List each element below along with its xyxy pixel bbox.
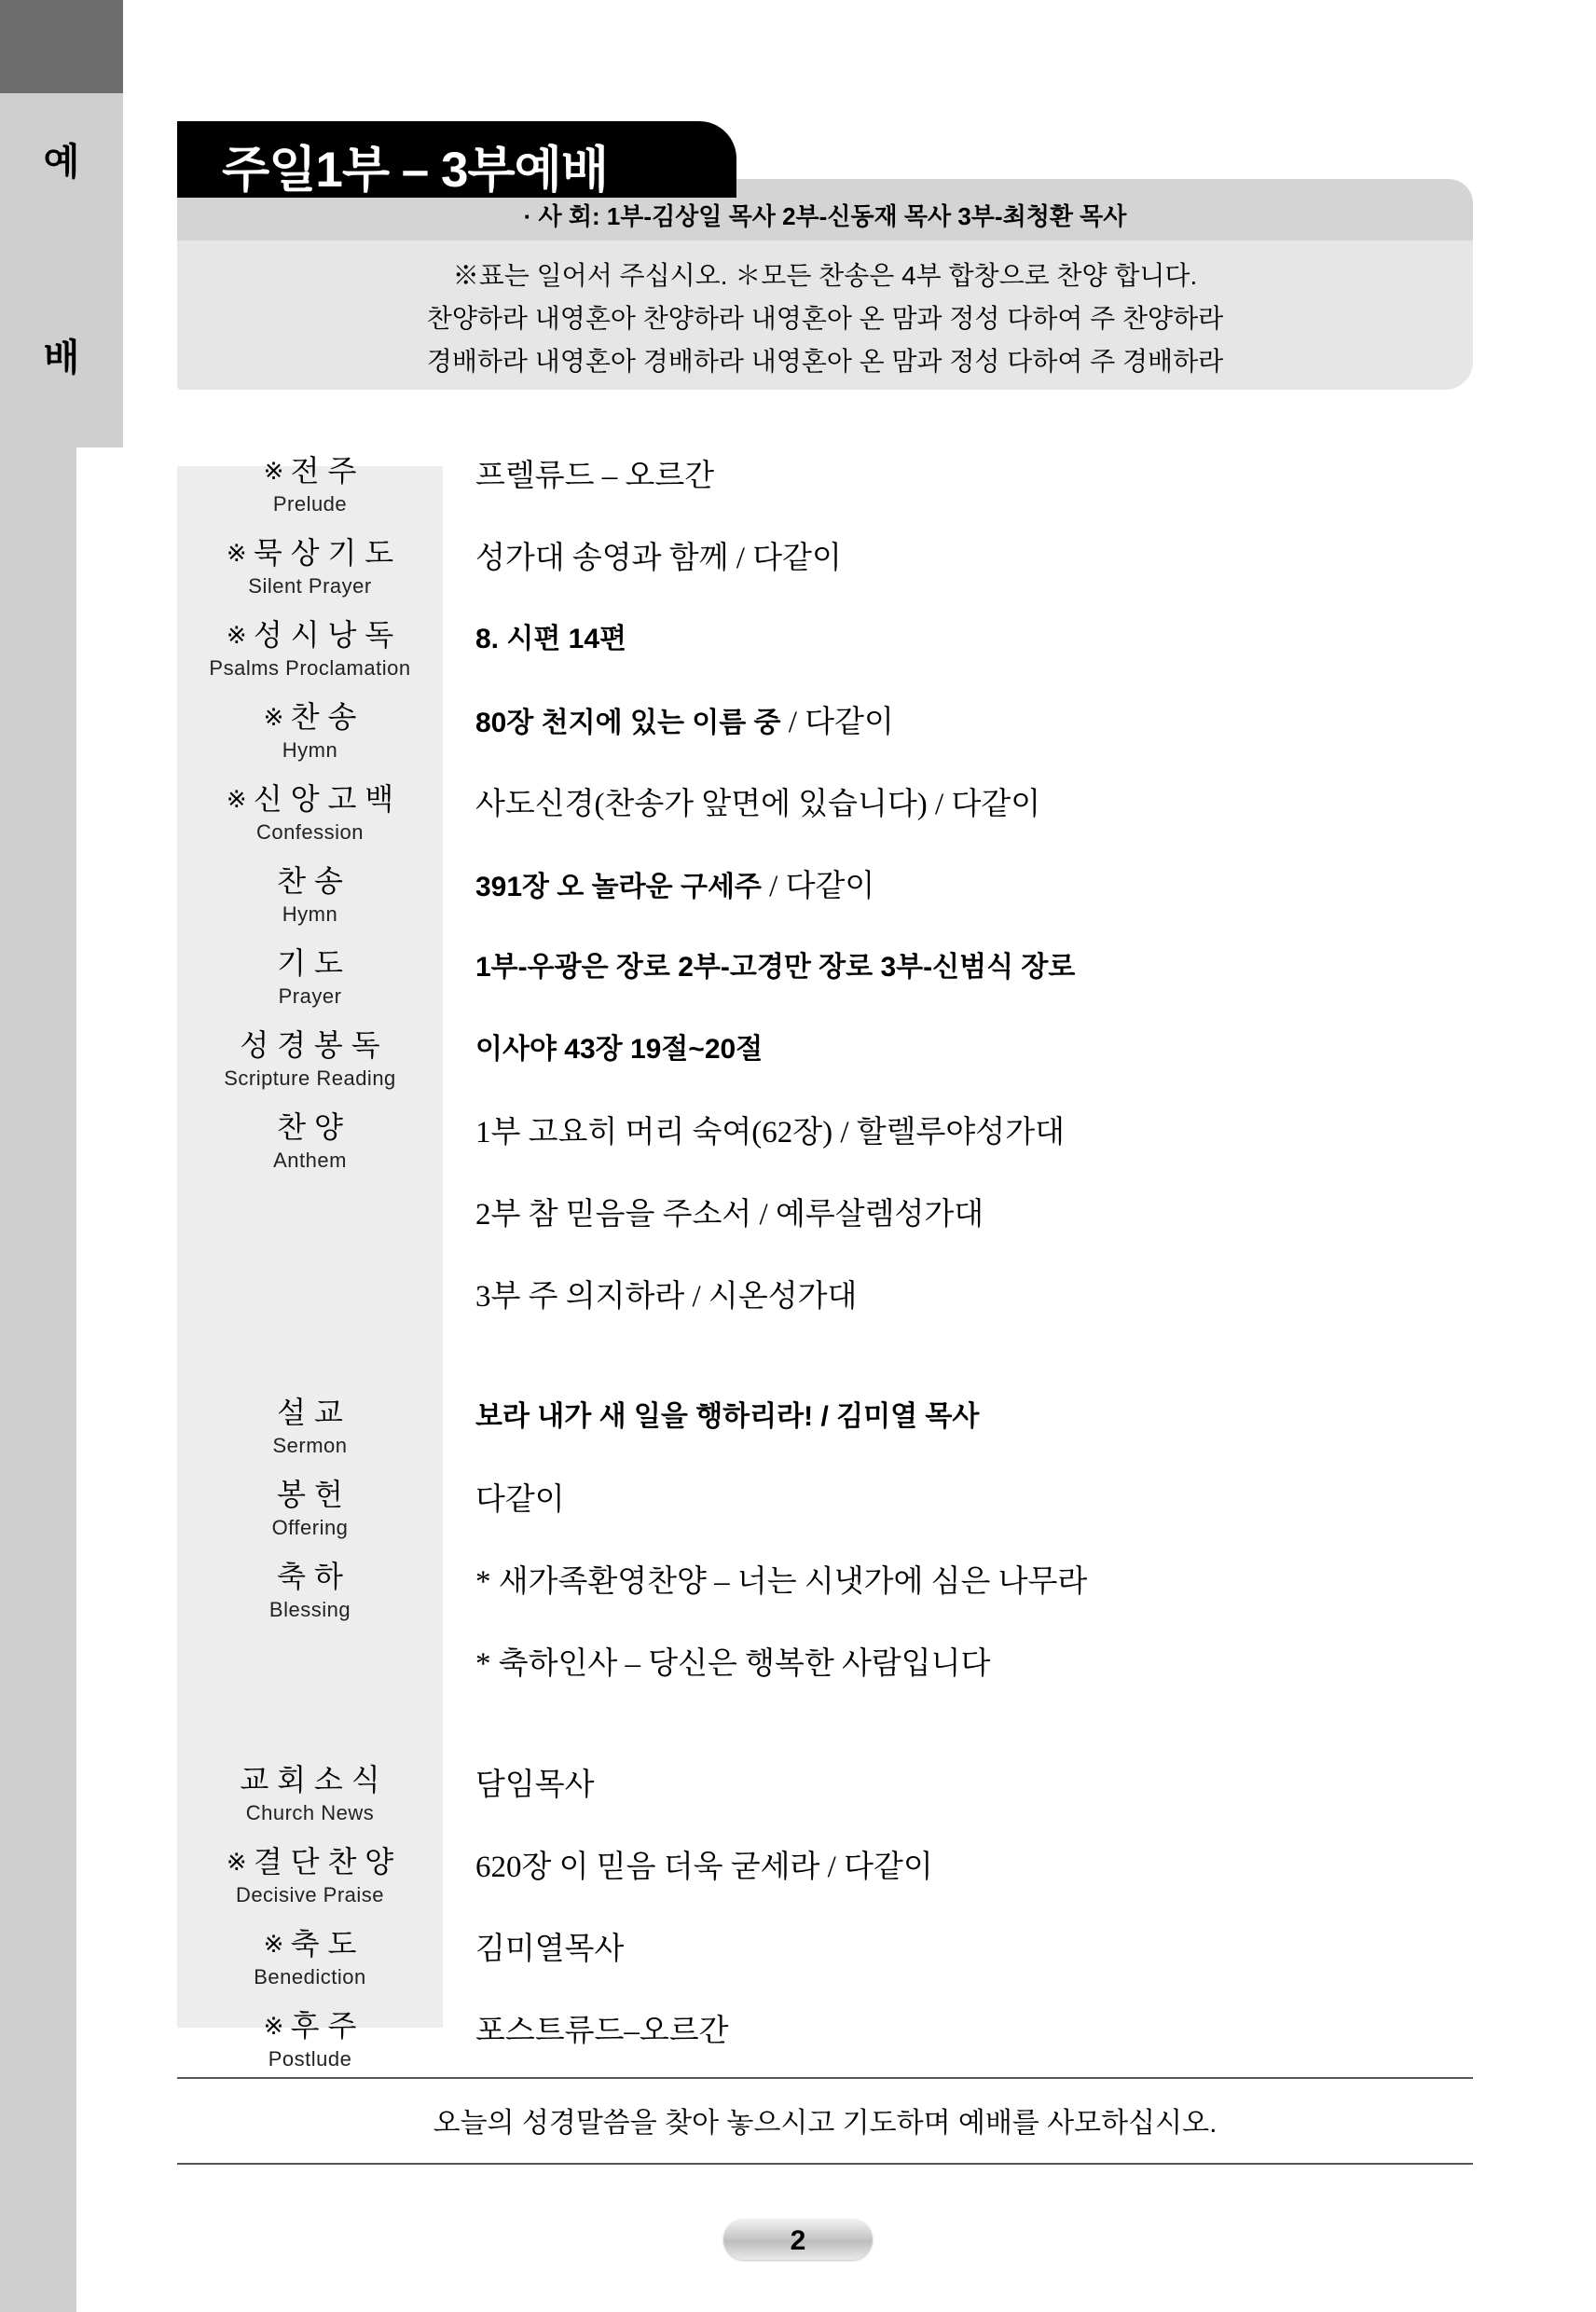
footer-rule-top: [177, 2077, 1473, 2079]
order-row-value-primary: 391장 오 놀라운 구세주: [475, 872, 762, 902]
order-row-label-ko-text: 신 앙 고 백: [253, 782, 394, 816]
asterisk-mark-icon: ※: [263, 2012, 291, 2040]
order-row-label: [177, 447, 443, 516]
order-row-label-en: Prelude: [272, 492, 348, 516]
order-row-value: 3부 주 의지하라 / 시온성가대: [475, 1280, 858, 1314]
order-row-label-ko: [177, 447, 443, 490]
order-row-label: [177, 612, 443, 681]
order-row-value: 1부 고요히 머리 숙여(62장) / 할렐루야성가대: [475, 1116, 1065, 1149]
order-row-label-ko: [177, 1471, 443, 1514]
left-band-white-notch: [76, 447, 123, 2312]
service-header: [177, 121, 1473, 376]
asterisk-mark-icon: ※: [263, 457, 291, 485]
order-row-label-en: Offering: [271, 1516, 349, 1539]
order-row-value-secondary: / 다같이: [761, 870, 875, 903]
notice-line-2: 찬양하라 내영혼아 찬양하라 내영혼아 온 맘과 정성 다하여 주 찬양하라: [426, 304, 1224, 333]
order-row-value: 2부 참 믿음을 주소서 / 예루살렘성가대: [475, 1198, 984, 1232]
order-row-label-en: Silent Prayer: [248, 574, 372, 598]
order-row-label-en: Benediction: [254, 1965, 366, 1989]
order-row-label-en: Sermon: [272, 1434, 348, 1457]
order-row-label-en: Church News: [245, 1801, 375, 1824]
order-row-label-en: Scripture Reading: [224, 1067, 396, 1090]
order-row-label-ko-text: 교 회 소 식: [240, 1763, 380, 1796]
order-row-label-en: Blessing: [268, 1598, 351, 1621]
order-row-label-ko-text: 전 주: [290, 454, 357, 488]
order-row-label: [177, 1920, 443, 1989]
order-row-label-ko: [177, 1756, 443, 1799]
order-row-label-ko-text: 찬 송: [290, 700, 357, 734]
order-row-label-ko-text: 묵 상 기 도: [253, 536, 394, 570]
order-row-label-ko: [177, 776, 443, 819]
order-row-label-ko: [177, 1389, 443, 1432]
notice-box: [177, 241, 1473, 390]
order-row-label: [177, 1471, 443, 1540]
order-row-value: 포스트류드–오르간: [475, 2015, 729, 2048]
order-row-label-en: Hymn: [282, 738, 338, 762]
order-row-label: [177, 1022, 443, 1091]
order-row-label-ko-text: 기 도: [277, 946, 343, 980]
order-row-label-ko-text: 성 경 봉 독: [240, 1028, 380, 1062]
notice-line-1: ※표는 일어서 주십시오. ＊모든 찬송은 4부 합창으로 찬양 합니다.: [452, 261, 1198, 290]
order-row-label: [177, 1553, 443, 1622]
order-row-label-ko: [177, 858, 443, 901]
order-row-label-ko-text: 찬 송: [277, 864, 343, 898]
asterisk-mark-icon: ※: [226, 1848, 254, 1876]
footer-note: 오늘의 성경말씀을 찾아 놓으시고 기도하며 예배를 사모하십시오.: [433, 2108, 1218, 2139]
order-row-label-ko: [177, 1838, 443, 1881]
order-row-label-ko: [177, 612, 443, 654]
order-row-value: 김미열목사: [475, 1933, 625, 1966]
left-band-dark-corner: [0, 0, 123, 93]
page-title: 주일1부 – 3부예배: [222, 143, 609, 198]
order-row-label-ko-text: 봉 헌: [277, 1478, 343, 1511]
order-row-label: [177, 776, 443, 845]
order-row-value: 보라 내가 새 일을 행하리라! / 김미열 목사: [475, 1401, 980, 1432]
footer-rule-bottom: [177, 2163, 1473, 2165]
order-row-label-ko-text: 결 단 찬 양: [253, 1845, 394, 1878]
order-row-label: [177, 1756, 443, 1825]
order-row-label-en: Prayer: [278, 984, 342, 1008]
order-row-label-en: Psalms Proclamation: [209, 656, 411, 680]
order-row-label: [177, 858, 443, 927]
order-row-label-ko: [177, 694, 443, 736]
officiant-text: · 사 회: 1부-김상일 목사 2부-신동재 목사 3부-최청환 목사: [523, 202, 1127, 230]
order-row-label-en: Anthem: [273, 1149, 347, 1172]
title-bar: [177, 121, 736, 198]
order-row-label-ko: [177, 2002, 443, 2045]
order-row-label-ko: [177, 1022, 443, 1065]
order-row-label: [177, 1389, 443, 1458]
order-row-label-ko: [177, 1920, 443, 1963]
page-number: 2: [790, 2225, 806, 2256]
order-row-value: 담임목사: [475, 1768, 595, 1802]
order-row-value-primary: 80장 천지에 있는 이름 중: [475, 708, 781, 738]
asterisk-mark-icon: ※: [263, 1930, 291, 1958]
order-row-label-ko: [177, 1553, 443, 1596]
order-row-value: [475, 861, 874, 905]
sidebar-label-bottom: 배: [43, 337, 80, 378]
order-row-value: 이사야 43장 19절~20절: [475, 1034, 764, 1065]
notice-line-3: 경배하라 내영혼아 경배하라 내영혼아 온 맘과 정성 다하여 주 경배하라: [426, 347, 1224, 376]
order-row-label-ko-text: 축 도: [290, 1927, 357, 1961]
order-row-value-secondary: / 다같이: [780, 706, 894, 739]
order-row-label-en: Confession: [255, 820, 365, 844]
order-row-value: 1부-우광은 장로 2부-고경만 장로 3부-신범식 장로: [475, 952, 1076, 983]
order-row-label: [177, 1104, 443, 1173]
asterisk-mark-icon: ※: [226, 785, 254, 813]
order-row-value: 620장 이 믿음 더욱 굳세라 / 다같이: [475, 1851, 933, 1884]
asterisk-mark-icon: ※: [226, 621, 254, 649]
sidebar-label-top: 예: [43, 142, 80, 183]
order-row-label-ko-text: 찬 양: [277, 1110, 343, 1144]
asterisk-mark-icon: ※: [226, 539, 254, 567]
order-row-label: [177, 2002, 443, 2071]
order-row-label-ko: [177, 1104, 443, 1147]
order-row-label: [177, 1838, 443, 1907]
order-row-value: 다같이: [475, 1483, 565, 1517]
order-row-label-ko: [177, 940, 443, 983]
order-row-label: [177, 694, 443, 763]
order-row-label-ko-text: 후 주: [290, 2009, 357, 2043]
order-row-value: 사도신경(찬송가 앞면에 있습니다) / 다같이: [475, 788, 1041, 821]
order-row-value: * 축하인사 – 당신은 행복한 사람입니다: [475, 1647, 991, 1681]
order-row-label-en: Postlude: [268, 2047, 352, 2071]
order-row-label: [177, 530, 443, 599]
order-row-label: [177, 940, 443, 1009]
order-row-label-en: Decisive Praise: [235, 1883, 385, 1906]
order-row-value: [475, 697, 894, 741]
order-row-label-ko-text: 설 교: [277, 1396, 343, 1429]
order-row-label-ko: [177, 530, 443, 572]
order-row-label-en: Hymn: [282, 902, 338, 926]
page-number-badge: [723, 2219, 873, 2260]
order-row-value: 성가대 송영과 함께 / 다같이: [475, 542, 842, 575]
order-row-value: * 새가족환영찬양 – 너는 시냇가에 심은 나무라: [475, 1565, 1088, 1599]
order-row-label-ko-text: 축 하: [277, 1560, 343, 1593]
asterisk-mark-icon: ※: [263, 703, 291, 731]
order-row-value: 8. 시편 14편: [475, 624, 626, 654]
order-row-label-ko-text: 성 시 낭 독: [253, 618, 394, 652]
order-row-value: 프렐류드 – 오르간: [475, 460, 715, 493]
